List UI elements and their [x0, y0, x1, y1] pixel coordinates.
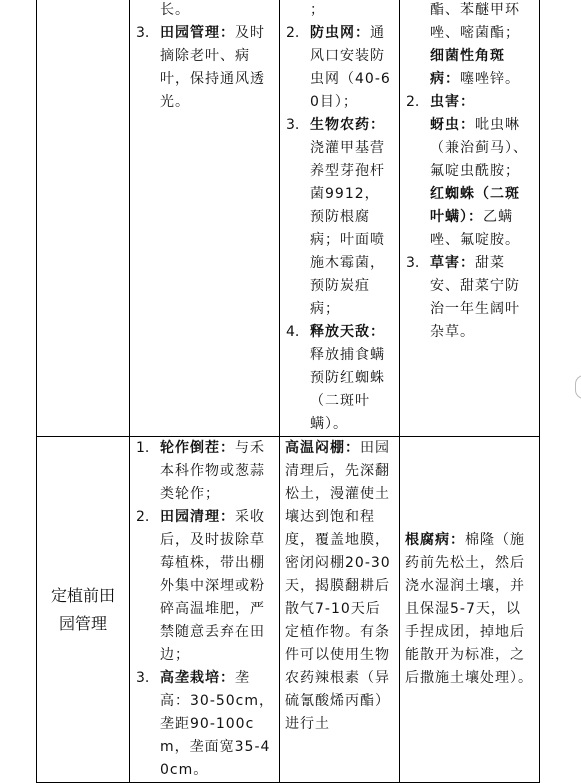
- list-item: 3. 草害：甜菜安、甜菜宁防治一年生阔叶杂草。: [406, 255, 520, 340]
- list-item: 3. 生物农药：浇灌甲基营养型芽孢杆菌9912，预防根腐病；叶面喷施木霉菌，预防炭疽病；: [286, 117, 385, 317]
- table-row: [37, 0, 540, 437]
- row1-measures-cell: [130, 0, 280, 437]
- edge-handle: [575, 375, 581, 399]
- list-item: 1. 轮作倒茬：与禾本科作物或葱蒜类轮作；: [136, 440, 265, 502]
- paragraph: 根腐病：棉隆（施药前先松土，然后浇水湿润土壤，并且保湿5-7天，以手捏成团，掉地后能散开为标准，之后撒施土壤处理）。: [405, 532, 533, 686]
- schedule-table: [36, 0, 540, 783]
- list-item: 酯、苯醚甲环唑、嘧菌酯；细菌性角斑病：噻唑锌。: [430, 2, 520, 87]
- list-item: ；: [310, 2, 325, 18]
- row2-label-cell: 定植前田园管理: [37, 437, 130, 783]
- row1-label-cell: [37, 0, 130, 437]
- list-item: 4. 释放天敌：释放捕食螨预防红蜘蛛（二斑叶螨）。: [286, 324, 385, 432]
- list-item: 3. 田园管理：及时摘除老叶、病叶，保持通风透光。: [136, 25, 265, 110]
- list-item: 蚜虫：吡虫啉（兼治蓟马）、氟啶虫酰胺；红蜘蛛（二斑叶螨）：乙螨唑、氟啶胺。: [430, 117, 528, 248]
- list-item: 长。: [160, 2, 190, 18]
- list-item: 3. 高垄栽培：垄高：30-50cm，垄距90-100cm，垄面宽35-40cm。: [136, 670, 275, 778]
- row2-measures-cell: [130, 437, 280, 783]
- paragraph: 高温闷棚：田园清理后，先深翻松土，漫灌使土壤达到饱和程度，覆盖地膜，密闭闷棚20-30天，揭膜翻耕后散气7-10天后定植作物。有条件可以使用生物农药辣根素（异硫氰酸烯丙酯）进行土: [285, 440, 391, 732]
- row2-chemical-control-cell: [400, 437, 540, 783]
- table-row: [37, 437, 540, 783]
- row1-green-control-cell: [280, 0, 400, 437]
- list-item: 2. 防虫网：通风口安装防虫网（40-60目）；: [286, 25, 391, 110]
- row1-chemical-control-cell: [400, 0, 540, 437]
- row2-green-control-cell: [280, 437, 400, 783]
- list-item: 2. 虫害：: [406, 94, 475, 110]
- list-item: 2. 田园清理：采收后，及时拔除草莓植株，带出棚外集中深埋或粉碎高温堆肥，严禁随意丢弃在田边；: [136, 509, 265, 663]
